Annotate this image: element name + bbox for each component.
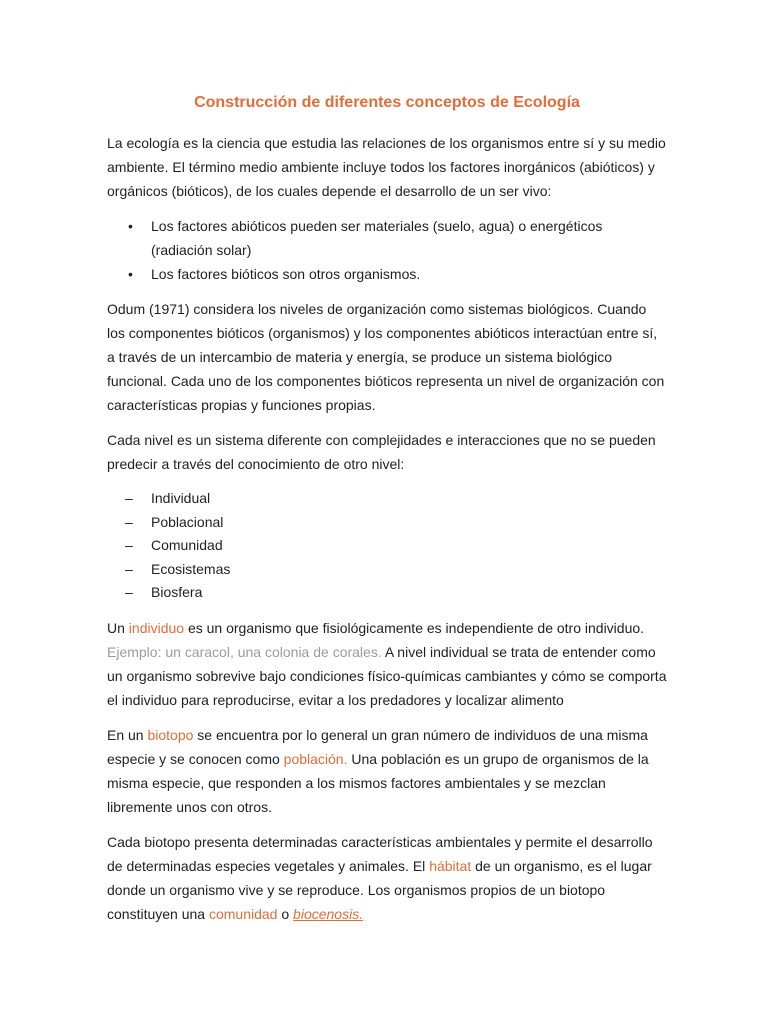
bullet-icon: •	[128, 266, 133, 282]
list-item	[107, 558, 667, 582]
list-item-text: Los factores abióticos pueden ser materiales (suelo, agua) o energéticos (radiación solar)	[151, 218, 603, 258]
levels-list	[107, 487, 667, 605]
term-biocenosis: biocenosis.	[293, 905, 364, 922]
dash-icon: –	[125, 513, 133, 530]
list-item-text: Poblacional	[151, 513, 224, 530]
list-item	[107, 262, 667, 286]
list-item-text: Ecosistemas	[151, 560, 231, 577]
list-item-text: Individual	[151, 490, 211, 506]
list-item-text: Los factores bióticos son otros organismos.	[151, 266, 421, 282]
example-text: Ejemplo: un caracol, una colonia de corales.	[107, 643, 382, 660]
text-run: Un	[107, 619, 129, 636]
term-habitat: hábitat	[429, 857, 472, 874]
levels-intro-paragraph: Cada nivel es un sistema diferente con complejidades e interacciones que no se pueden predecir a través del conocimiento de otro nivel:	[107, 432, 656, 472]
odum-paragraph: Odum (1971) considera los niveles de organización como sistemas biológicos. Cuando los componentes bióticos (organismos) y los componentes abióticos interactúan entre sí, a través de un intercambio de materia y energía, se produce un sistema biológico funcional. Cada uno de los componentes bióticos representa un nivel de organización con características propias y funciones propias.	[107, 301, 665, 413]
term-poblacion: población.	[283, 750, 348, 767]
list-item-text: Biosfera	[151, 584, 203, 600]
text-run: En un	[107, 726, 148, 743]
list-item	[107, 534, 667, 558]
bullet-icon: •	[128, 218, 133, 234]
dash-icon: –	[125, 490, 133, 506]
intro-paragraph: La ecología es la ciencia que estudia las relaciones de los organismos entre sí y su medio ambiente. El término medio ambiente incluye todos los factores inorgánicos (abióticos) y orgánicos (bióticos), de los cuales depende el desarrollo de un ser vivo:	[107, 135, 666, 199]
individuo-paragraph	[107, 616, 667, 712]
text-run: es un organismo que fisiológicamente es independiente de otro individuo.	[184, 619, 645, 636]
text-run: Cada biotopo presenta determinadas características ambientales y permite el desarrollo de determinadas especies vegetales y animales. El	[107, 833, 653, 874]
dash-icon: –	[125, 584, 133, 600]
text-run: Una población es un grupo de organismos de la misma especie, que responden a los mismos factores ambientales y se mezclan libremente unos con otros.	[107, 750, 649, 815]
biotopo-paragraph	[107, 723, 667, 819]
term-comunidad: comunidad	[208, 905, 278, 922]
term-individuo: individuo	[128, 619, 185, 636]
term-biotopo: biotopo	[147, 726, 194, 743]
list-item	[107, 581, 667, 605]
list-item	[107, 487, 667, 511]
document-page	[107, 90, 667, 937]
text-run: se encuentra por lo general un gran número de individuos de una misma especie y se conocen como	[107, 726, 648, 767]
list-item	[107, 214, 667, 262]
habitat-paragraph	[107, 830, 667, 926]
list-item	[107, 511, 667, 535]
dash-icon: –	[125, 537, 133, 553]
page-title: Construcción de diferentes conceptos de Ecología	[194, 94, 580, 111]
list-item-text: Comunidad	[151, 537, 223, 553]
text-run: o	[277, 905, 294, 922]
text-run: A nivel individual se trata de entender como un organismo sobrevive bajo condiciones físico-químicas cambiantes y cómo se comporta el individuo para reproducirse, evitar a los predadores y localizar alimento	[107, 643, 667, 708]
factors-list	[107, 214, 667, 286]
text-run: de un organismo, es el lugar donde un organismo vive y se reproduce. Los organismos propios de un biotopo constituyen una	[107, 857, 652, 922]
dash-icon: –	[125, 560, 133, 577]
